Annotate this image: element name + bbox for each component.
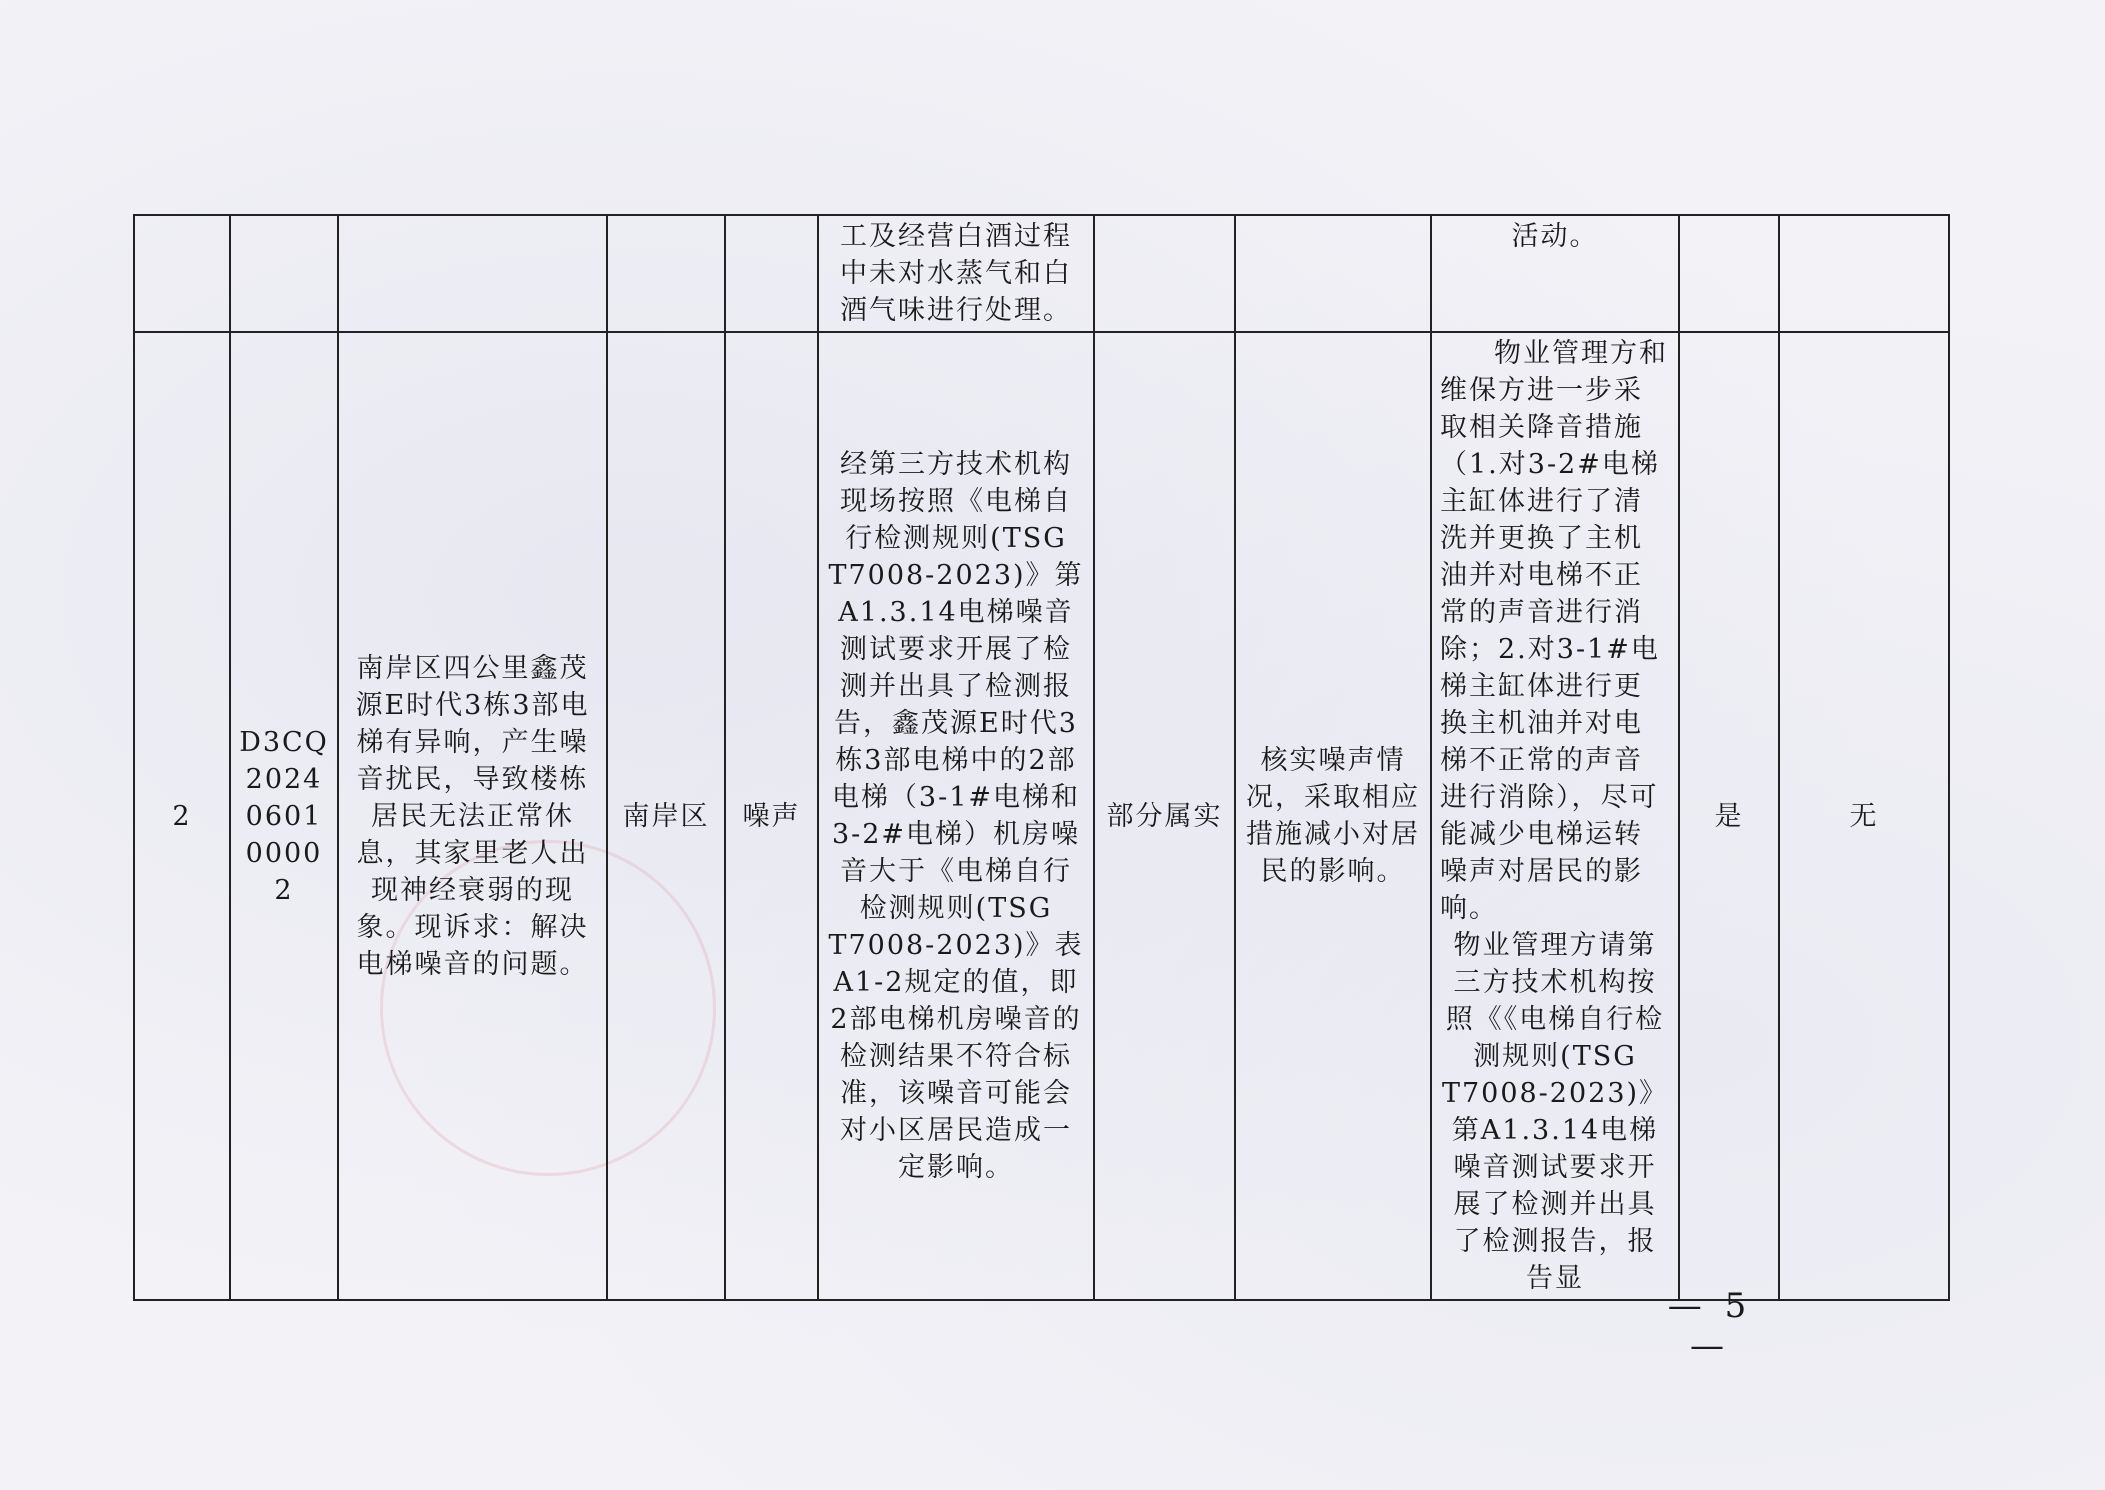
cell-index: 2 bbox=[134, 332, 230, 1300]
cell-findings: 工及经营白酒过程中未对水蒸气和白酒气味进行处理。 bbox=[818, 215, 1094, 332]
cell-complaint: 南岸区四公里鑫茂源E时代3栋3部电梯有异响，产生噪音扰民，导致楼栋居民无法正常休息，其家里老人出现神经衰弱的现象。现诉求：解决电梯噪音的问题。 bbox=[338, 332, 607, 1300]
cell-remarks: 无 bbox=[1779, 332, 1949, 1300]
complaint-table bbox=[133, 214, 1950, 1301]
cell-verdict bbox=[1094, 215, 1235, 332]
page-number: — 5 — bbox=[1667, 1286, 1753, 1366]
cell-remarks bbox=[1779, 215, 1949, 332]
cell-findings: 经第三方技术机构现场按照《电梯自行检测规则(TSG T7008-2023)》第A1.3.14电梯噪音测试要求开展了检测并出具了检测报告，鑫茂源E时代3栋3部电梯中的2部电梯（3-1#电梯和3-2#电梯）机房噪音大于《电梯自行检测规则(TSG T7008-2023)》表A1-2规定的值，即2部电梯机房噪音的检测结果不符合标准，该噪音可能会对小区居民造成一定影响。 bbox=[818, 332, 1094, 1300]
cell-completed: 是 bbox=[1679, 332, 1779, 1300]
table-row bbox=[134, 215, 1949, 332]
cell-case-number bbox=[230, 215, 338, 332]
cell-type bbox=[725, 215, 818, 332]
cell-case-number: D3CQ2024060100002 bbox=[230, 332, 338, 1300]
cell-requirement bbox=[1235, 215, 1431, 332]
cell-rectification: 活动。 bbox=[1431, 215, 1679, 332]
table-row bbox=[134, 332, 1949, 1300]
cell-rectification bbox=[1431, 332, 1679, 1300]
cell-completed bbox=[1679, 215, 1779, 332]
rectification-part-2: 物业管理方请第三方技术机构按照《《电梯自行检测规则(TSG T7008-2023)》第A1.3.14电梯噪音测试要求开展了检测并出具了检测报告，报告显 bbox=[1441, 930, 1669, 1294]
cell-requirement: 核实噪声情况，采取相应措施减小对居民的影响。 bbox=[1235, 332, 1431, 1300]
rectification-part-1: 物业管理方和维保方进一步采取相关降音措施（1.对3-2#电梯主缸体进行了清洗并更换了主机油并对电梯不正常的声音进行消除；2.对3-1#电梯主缸体进行更换主机油并对电梯不正常的声音进行消除），尽可能减少电梯运转噪声对居民的影响。 bbox=[1440, 338, 1668, 924]
cell-verdict: 部分属实 bbox=[1094, 332, 1235, 1300]
cell-index bbox=[134, 215, 230, 332]
cell-type: 噪声 bbox=[725, 332, 818, 1300]
cell-district bbox=[607, 215, 725, 332]
cell-complaint bbox=[338, 215, 607, 332]
cell-district: 南岸区 bbox=[607, 332, 725, 1300]
